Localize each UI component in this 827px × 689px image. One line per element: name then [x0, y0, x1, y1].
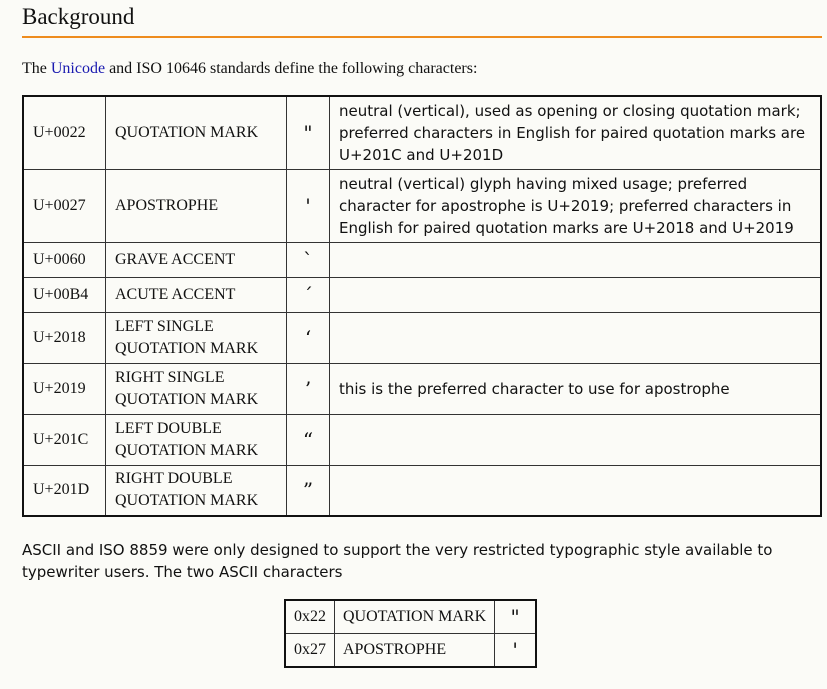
character-row	[23, 169, 821, 242]
char-glyph: ´	[287, 277, 330, 312]
character-row	[23, 414, 821, 465]
char-note	[330, 414, 822, 465]
char-glyph: '	[287, 169, 330, 242]
char-name: GRAVE ACCENT	[106, 242, 287, 277]
char-glyph: `	[287, 242, 330, 277]
char-note: neutral (vertical), used as opening or closing quotation mark; preferred characters in English for paired quotation marks are U+201C and U+201D	[330, 96, 822, 169]
char-note: this is the preferred character to use for apostrophe	[330, 363, 822, 414]
ascii-code: 0x22	[285, 600, 335, 634]
intro-prefix: The	[22, 60, 51, 77]
char-code: U+0027	[23, 169, 106, 242]
unicode-characters-rows	[23, 96, 821, 516]
char-code: U+0060	[23, 242, 106, 277]
char-code: U+201D	[23, 465, 106, 516]
ascii-name: QUOTATION MARK	[335, 600, 495, 634]
char-name: RIGHT DOUBLE QUOTATION MARK	[106, 465, 287, 516]
unicode-characters-table	[22, 95, 822, 517]
char-name: LEFT SINGLE QUOTATION MARK	[106, 312, 287, 363]
character-row	[23, 312, 821, 363]
char-glyph: “	[287, 414, 330, 465]
char-glyph: ’	[287, 363, 330, 414]
character-row	[23, 242, 821, 277]
char-name: LEFT DOUBLE QUOTATION MARK	[106, 414, 287, 465]
ascii-paragraph: ASCII and ISO 8859 were only designed to support the very restricted typographic style available to typewriter users. The two ASCII characters	[22, 541, 773, 581]
char-glyph: "	[287, 96, 330, 169]
char-glyph: ‘	[287, 312, 330, 363]
char-name: RIGHT SINGLE QUOTATION MARK	[106, 363, 287, 414]
char-name: ACUTE ACCENT	[106, 277, 287, 312]
char-note	[330, 465, 822, 516]
character-row	[23, 96, 821, 169]
character-row	[23, 465, 821, 516]
char-code: U+2019	[23, 363, 106, 414]
ascii-code: 0x27	[285, 634, 335, 668]
ascii-name: APOSTROPHE	[335, 634, 495, 668]
intro-suffix: and ISO 10646 standards define the following characters:	[105, 60, 478, 77]
char-code: U+00B4	[23, 277, 106, 312]
character-row	[23, 277, 821, 312]
char-code: U+2018	[23, 312, 106, 363]
ascii-row	[285, 600, 536, 634]
char-name: APOSTROPHE	[106, 169, 287, 242]
unicode-link[interactable]: Unicode	[50, 60, 106, 77]
char-name: QUOTATION MARK	[106, 96, 287, 169]
char-code: U+0022	[23, 96, 106, 169]
char-note	[330, 277, 822, 312]
char-note	[330, 312, 822, 363]
ascii-glyph: "	[495, 600, 537, 634]
char-glyph: ”	[287, 465, 330, 516]
char-note	[330, 242, 822, 277]
char-note: neutral (vertical) glyph having mixed usage; preferred character for apostrophe is U+2019; preferred characters in English for paired quotation marks are U+2018 and U+2019	[330, 169, 822, 242]
char-code: U+201C	[23, 414, 106, 465]
ascii-characters-table	[284, 599, 537, 668]
ascii-glyph: '	[495, 634, 537, 668]
section-heading: Background	[22, 4, 822, 38]
intro-paragraph	[22, 58, 477, 80]
ascii-row	[285, 634, 536, 668]
character-row	[23, 363, 821, 414]
ascii-characters-rows	[285, 600, 536, 667]
